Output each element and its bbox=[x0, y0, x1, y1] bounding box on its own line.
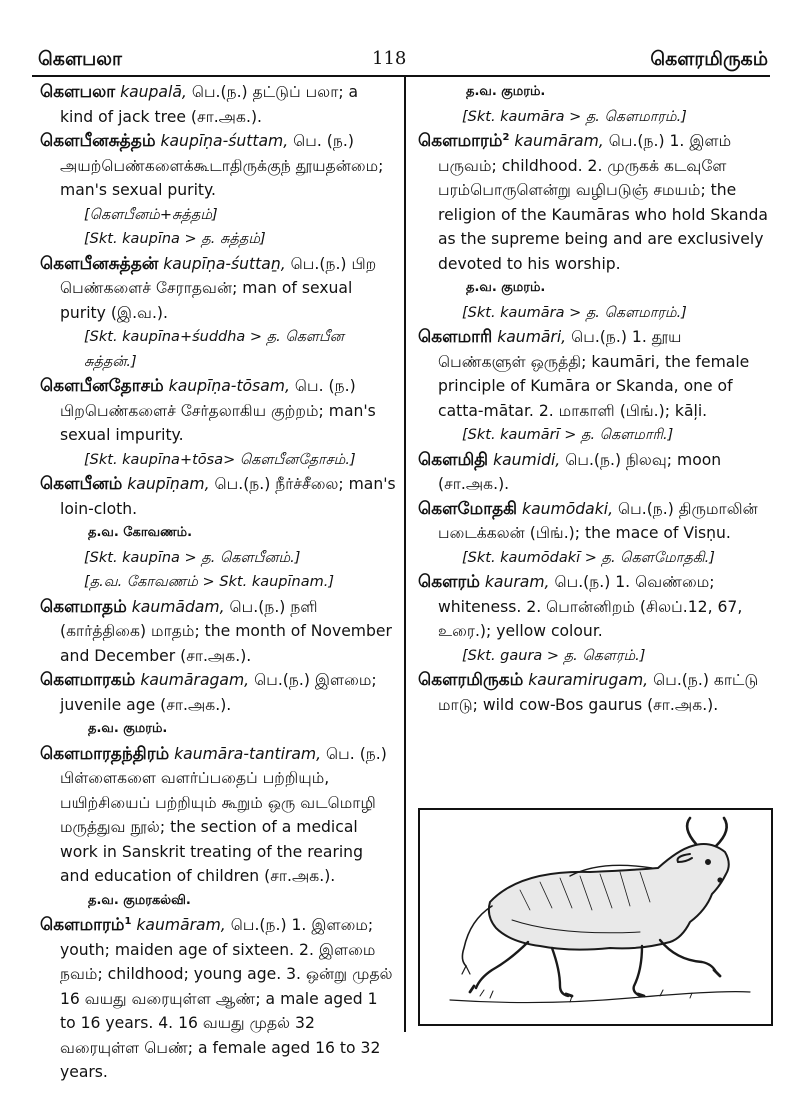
etymology: [Skt. gaura > த. கௌரம்.] bbox=[462, 647, 646, 664]
page-header bbox=[0, 44, 800, 74]
definition: பெ. (ந.) பிறபெண்களைச் சேர்தலாகிய குற்றம்; man's sexual impurity. bbox=[60, 377, 376, 444]
headword: கௌமோதகி bbox=[418, 498, 518, 519]
dictionary-entry bbox=[418, 448, 774, 497]
definition: பெ. (ந.) பிள்ளைகளை வளர்ப்பதைப் பற்றியும், பயிற்சியைப் பற்றியும் கூறும் ஒரு வடமொழி மருத்துவ நூல்; the section of a medical work in Sanskrit treating of the rearing and education of children (சா.அக.). bbox=[60, 744, 387, 885]
headword: கௌமாரம் bbox=[40, 915, 125, 935]
transliteration: kaumāra-tantiram, bbox=[174, 744, 322, 763]
headword: கௌரம் bbox=[418, 572, 480, 592]
homonym-number: 1 bbox=[124, 915, 132, 927]
dictionary-entry bbox=[40, 80, 396, 129]
transliteration: kaumidi, bbox=[493, 450, 561, 469]
homonym-number: 2 bbox=[502, 131, 510, 143]
definition: பெ.(ந.) தட்டுப் பலா; a kind of jack tree (சா.அக.). bbox=[60, 83, 359, 126]
dictionary-entry bbox=[418, 497, 774, 546]
dictionary-entry bbox=[40, 668, 396, 717]
tamil-equivalent: த.வ. குமரகல்வி. bbox=[88, 892, 191, 908]
gaur-illustration bbox=[418, 808, 773, 1026]
headword: கௌமாரம் bbox=[418, 131, 503, 151]
right-column bbox=[418, 80, 774, 717]
dictionary-entry bbox=[418, 129, 774, 276]
dictionary-entry bbox=[40, 129, 396, 203]
headword: கௌமாரதந்திரம் bbox=[40, 743, 170, 764]
header-rule bbox=[32, 75, 770, 77]
definition: பெ. (ந.) அயற்பெண்களைக்கூடாதிருக்குந் தூயதன்மை; man's sexual purity. bbox=[60, 132, 384, 199]
dictionary-entry bbox=[40, 472, 396, 521]
definition: பெ.(ந.) 1. வெண்மை; whiteness. 2. பொன்னிறம் (சிலப்.12, 67, உரை.); yellow colour. bbox=[438, 573, 743, 640]
headword: கௌபீனசுத்தன் bbox=[40, 253, 159, 274]
transliteration: kaumāram, bbox=[514, 132, 604, 150]
etymology: [த.வ. கோவணம் > Skt. kaupīnam.] bbox=[84, 574, 334, 590]
etymology: [Skt. kaumārī > த. கௌமாரி.] bbox=[462, 427, 674, 443]
tamil-equivalent: த.வ. குமரம். bbox=[466, 84, 546, 99]
etymology: [கௌபீனம்+சுத்தம்] bbox=[84, 206, 218, 223]
headword: கௌபலா bbox=[40, 82, 116, 102]
header-last-word: கௌரமிருகம் bbox=[650, 48, 768, 70]
headword: கௌரமிருகம் bbox=[418, 670, 524, 690]
dictionary-entry bbox=[418, 570, 774, 644]
tamil-equivalent: த.வ. குமரம். bbox=[466, 280, 546, 295]
definition: பெ.(ந.) இளமை; juvenile age (சா.அக.). bbox=[60, 671, 377, 714]
transliteration: kaumādam, bbox=[131, 597, 225, 616]
transliteration: kaumāri, bbox=[497, 328, 567, 346]
dictionary-entry bbox=[40, 374, 396, 448]
definition: பெ.(ந.) பிற பெண்களைச் சேராதவன்; man of sexual purity (இ.வ.). bbox=[60, 254, 377, 322]
transliteration: kaumōdaki, bbox=[522, 499, 614, 518]
tamil-equivalent: த.வ. கோவணம். bbox=[88, 525, 193, 540]
etymology: [Skt. kaupīna+śuddha > த. கௌபீன சுத்தன்.] bbox=[84, 329, 344, 370]
dictionary-entry bbox=[40, 252, 396, 326]
definition: பெ.(ந.) நீர்ச்சீலை; man's loin-cloth. bbox=[60, 475, 396, 518]
transliteration: kaumāragam, bbox=[140, 671, 250, 689]
dictionary-entry bbox=[418, 668, 774, 717]
headword: கௌமாரகம் bbox=[40, 670, 136, 690]
header-first-word: கௌபலா bbox=[38, 48, 122, 70]
dictionary-entry bbox=[418, 325, 774, 423]
definition: பெ.(ந.) நளி (கார்த்திகை) மாதம்; the month of November and December (சா.அக.). bbox=[60, 597, 392, 665]
etymology: [Skt. kaupīna > த. சுத்தம்] bbox=[84, 231, 266, 247]
dictionary-entry bbox=[40, 595, 396, 669]
definition: பெ.(ந.) 1. இளம் பருவம்; childhood. 2. முருகக் கடவுளே பரம்பொருளென்று வழிபடுஞ் சமயம்; the religion of the Kaumāras who hold Skanda as the supreme being and are exclusively devoted to his worship. bbox=[438, 132, 768, 273]
headword: கௌபீனம் bbox=[40, 474, 123, 494]
column-divider bbox=[404, 77, 406, 1032]
headword: கௌமிதி bbox=[418, 449, 489, 470]
definition: பெ.(ந.) திருமாலின் படைக்கலன் (பிங்.); the mace of Visṇu. bbox=[438, 499, 758, 542]
transliteration: kaupīṇa-śuttam, bbox=[160, 132, 289, 150]
etymology: [Skt. kaumāra > த. கௌமாரம்.] bbox=[462, 304, 687, 321]
page-number: 118 bbox=[372, 48, 407, 69]
dictionary-entry bbox=[40, 742, 396, 889]
transliteration: kaupīṇa-tōsam, bbox=[168, 377, 290, 395]
headword: கௌபீனதோசம் bbox=[40, 376, 164, 396]
definition: பெ.(ந.) நிலவு; moon (சா.அக.). bbox=[438, 450, 722, 493]
tamil-equivalent: த.வ. குமரம். bbox=[88, 721, 168, 736]
dictionary-entry bbox=[40, 913, 396, 1085]
transliteration: kaupalā, bbox=[120, 83, 187, 101]
headword: கௌமாரி bbox=[418, 327, 493, 347]
transliteration: kauramirugam, bbox=[528, 671, 649, 689]
etymology: [Skt. kaupīna+tōsa> கௌபீனதோசம்.] bbox=[84, 451, 356, 468]
headword: கௌபீனசுத்தம் bbox=[40, 131, 156, 151]
etymology: [Skt. kaupīna > த. கௌபீனம்.] bbox=[84, 549, 301, 566]
definition: பெ.(ந.) 1. தூய பெண்களுள் ஒருத்தி; kaumāri, the female principle of Kumāra or Skanda, one of catta-mātar. 2. மாகாளி (பிங்.); kāļi. bbox=[438, 328, 750, 420]
transliteration: kaupīṇa-śuttaṉ, bbox=[163, 254, 286, 273]
wild-cow-drawing bbox=[420, 810, 771, 1024]
transliteration: kauram, bbox=[484, 573, 550, 591]
etymology: [Skt. kaumōdakī > த. கௌமோதகி.] bbox=[462, 549, 715, 566]
transliteration: kaupīṇam, bbox=[127, 475, 210, 493]
headword: கௌமாதம் bbox=[40, 596, 127, 617]
definition: பெ.(ந.) 1. இளமை; youth; maiden age of sixteen. 2. இளமை நவம்; childhood; young age. 3. ஒன்று முதல் 16 வயது வரையுள்ள ஆண்; a male aged 1 to 16 years. 4. 16 வயது முதல் 32 வரையுள்ள பெண்; a female aged 16 to 32 years. bbox=[60, 916, 393, 1081]
left-column bbox=[40, 80, 396, 1085]
etymology: [Skt. kaumāra > த. கௌமாரம்.] bbox=[462, 108, 687, 125]
transliteration: kaumāram, bbox=[136, 916, 226, 934]
definition: பெ.(ந.) காட்டு மாடு; wild cow-Bos gaurus (சா.அக.). bbox=[438, 671, 759, 714]
